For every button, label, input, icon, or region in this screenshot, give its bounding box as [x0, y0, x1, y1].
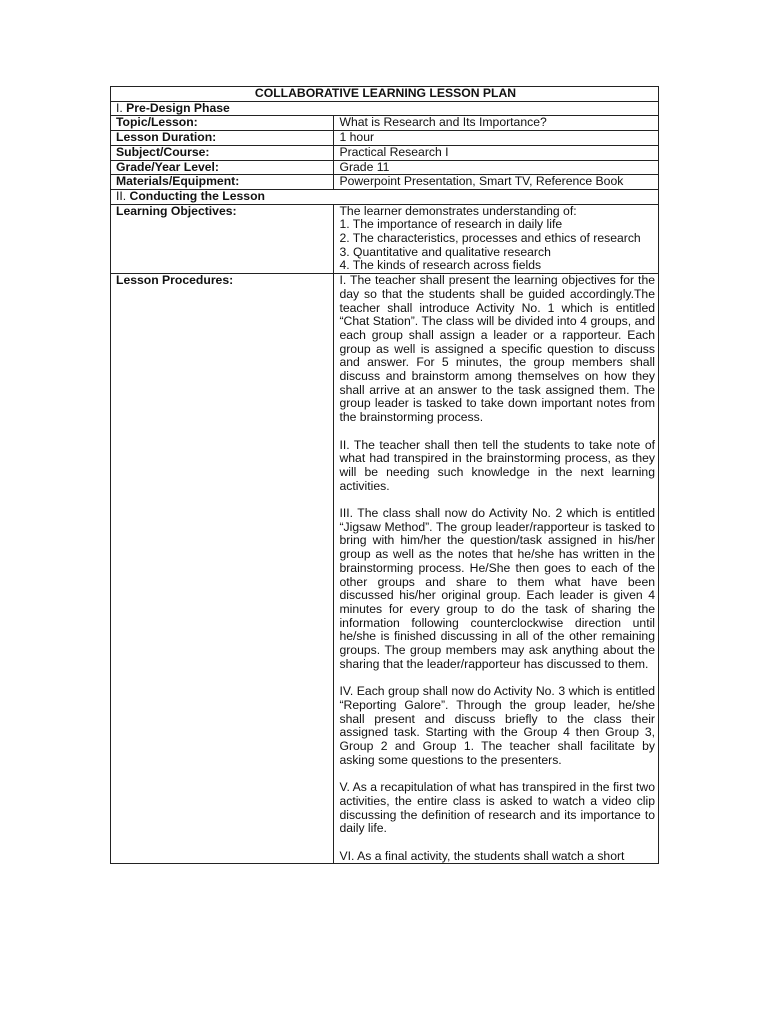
phase-heading-pre-design: [111, 101, 659, 116]
field-row-subject: [111, 145, 659, 160]
field-value: What is Research and Its Importance?: [334, 116, 659, 131]
objective-item: 4. The kinds of research across fields: [339, 258, 542, 273]
phase-number: I.: [116, 100, 127, 115]
field-label: Subject/Course:: [111, 145, 334, 160]
procedure-paragraph: V. As a recapitulation of what has transpired in the first two activities, the entire class is asked to watch a video clip discussing the definition of research and its importance to daily life.: [339, 780, 655, 836]
phase-name: Pre-Design Phase: [126, 100, 230, 115]
objective-item: 2. The characteristics, processes and ethics of research: [339, 231, 641, 246]
field-row-materials: [111, 175, 659, 190]
procedures-label: Lesson Procedures:: [111, 274, 334, 864]
field-label: Lesson Duration:: [111, 131, 334, 146]
phase-name: Conducting the Lesson: [129, 188, 265, 203]
procedure-paragraph: II. The teacher shall then tell the students to take note of what had transpired in the brainstorming process, as they will be needing such knowledge in the next learning activities.: [339, 437, 655, 493]
field-label: Topic/Lesson:: [111, 116, 334, 131]
objectives-list: [334, 204, 659, 274]
title-row: [111, 87, 659, 102]
field-row-duration: [111, 131, 659, 146]
lesson-plan-table: [110, 86, 659, 864]
procedure-paragraph: III. The class shall now do Activity No. 2 which is entitled “Jigsaw Method”. The group leader/rapporteur is tasked to bring with him/her the question/task assigned in his/her group as well as the notes that he/she has written in the brainstorming process. He/She then goes to each of the other groups and share to them what have been discussed his/her original group. Each leader is given 4 minutes for every group to do the task of sharing the information following counterclockwise direction until he/she is finished discussing in all of the other remaining groups. The group members may ask anything about the sharing that the leader/rapporteur has discussed to them.: [339, 506, 655, 671]
phase-row-pre-design: [111, 101, 659, 116]
field-label: Grade/Year Level:: [111, 160, 334, 175]
objective-item: 3. Quantitative and qualitative research: [339, 244, 551, 259]
field-value: 1 hour: [334, 131, 659, 146]
procedure-paragraph: IV. Each group shall now do Activity No. 3 which is entitled “Reporting Galore”. Through the group leader, he/she shall present and discuss briefly to the class their assigned task. Starting with the Group 4 then Group 3, Group 2 and Group 1. The teacher shall facilitate by asking some questions to the presenters.: [339, 684, 655, 767]
field-row-grade: [111, 160, 659, 175]
phase-number: II.: [116, 188, 130, 203]
field-row-topic: [111, 116, 659, 131]
field-value: Grade 11: [334, 160, 659, 175]
procedure-paragraph: I. The teacher shall present the learning objectives for the day so that the students shall be guided accordingly.The teacher shall introduce Activity No. 1 which is entitled “Chat Station”. The class will be divided into 4 groups, and each group shall assign a leader or a rapporteur. Each group as well is assigned a specific question to discuss and answer. For 5 minutes, the group members shall discuss and brainstorm among themselves on how they shall arrive at an answer to the task assigned them. The group leader is tasked to take down important notes from the brainstorming process.: [339, 273, 655, 425]
phase-row-conducting: [111, 189, 659, 204]
objectives-label: Learning Objectives:: [111, 204, 334, 274]
procedures-text: [334, 274, 659, 864]
lesson-plan-title: COLLABORATIVE LEARNING LESSON PLAN: [111, 87, 659, 102]
objectives-intro: The learner demonstrates understanding of:: [339, 203, 577, 218]
objectives-row: [111, 204, 659, 274]
procedures-row: [111, 274, 659, 864]
procedure-paragraph: VI. As a final activity, the students shall watch a short: [339, 848, 625, 863]
field-label: Materials/Equipment:: [111, 175, 334, 190]
objective-item: 1. The importance of research in daily life: [339, 217, 563, 232]
field-value: Practical Research I: [334, 145, 659, 160]
field-value: Powerpoint Presentation, Smart TV, Reference Book: [334, 175, 659, 190]
phase-heading-conducting: [111, 189, 659, 204]
